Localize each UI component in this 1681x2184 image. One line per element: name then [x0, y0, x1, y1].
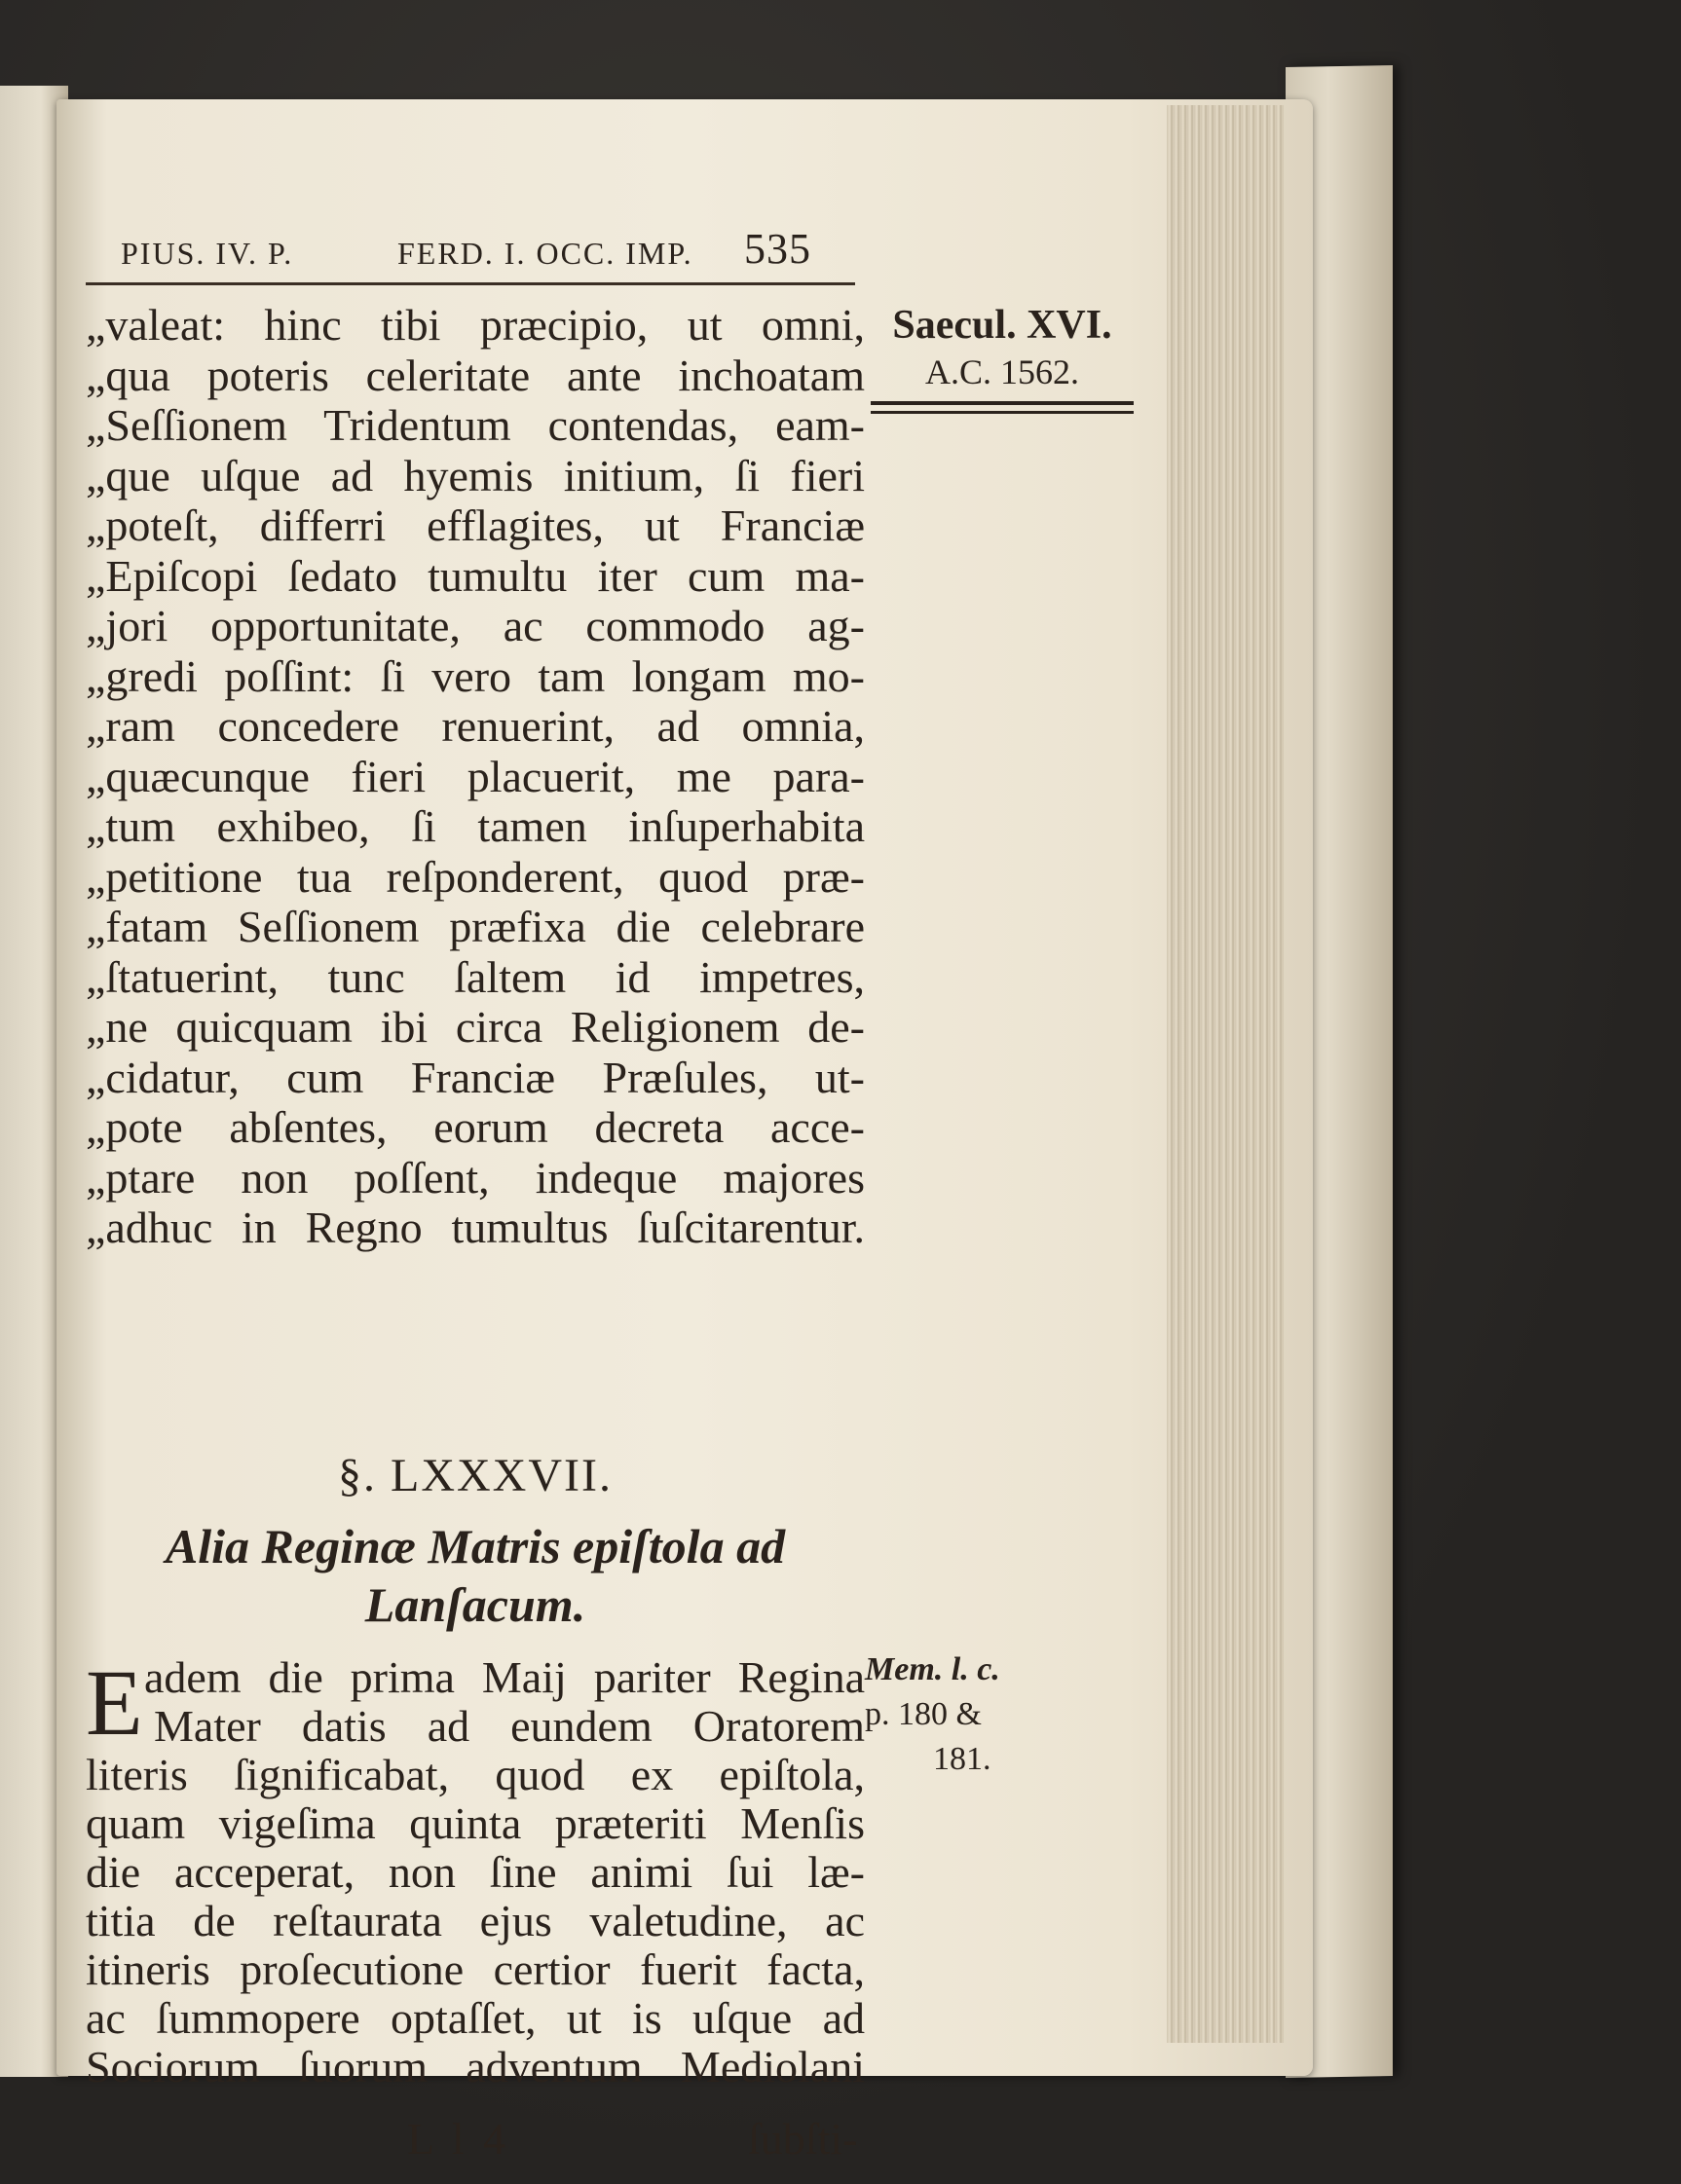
text-line: „que uſque ad hyemis initium, ſi fieri	[86, 450, 865, 500]
catchword: ſubſti-	[748, 2114, 858, 2164]
page-footer	[86, 2113, 865, 2171]
drop-cap: E	[86, 1650, 143, 1755]
text-line: „pote abſentes, eorum decreta acce-	[86, 1102, 865, 1152]
section-title	[86, 1517, 865, 1634]
text-line: quam vigeſima quinta præteriti Menſis	[86, 1798, 865, 1848]
text-line: „petitione tua reſponderent, quod præ-	[86, 851, 865, 902]
running-head-left: PIUS. IV. P.	[121, 236, 294, 271]
text-line: „ram concedere renuerint, ad omnia,	[86, 701, 865, 751]
margin-note-date	[851, 302, 1153, 414]
text-line: „quæcunque fieri placuerit, me para-	[86, 751, 865, 801]
text-line: itineris proſecutione certior fuerit facta,	[86, 1944, 865, 1994]
text-line: „fatam Seſſionem præfixa die celebrare	[86, 902, 865, 951]
body-paragraph-2	[86, 1650, 865, 2091]
text-line: Mater datis ad eundem Oratorem	[154, 1701, 865, 1751]
text-line: „poteſt, differri efflagites, ut Franciæ	[86, 500, 865, 550]
margin-note-year: A.C. 1562.	[924, 352, 1079, 391]
text-line: „valeat: hinc tibi præcipio, ut omni,	[86, 300, 865, 350]
text-line: Sociorum ſuorum adventum Mediolani	[86, 2042, 865, 2091]
margin-note-reference	[865, 1647, 1060, 1782]
running-head	[86, 224, 865, 282]
text-line: literis ſignificabat, quod ex epiſtola,	[86, 1750, 865, 1799]
text-line: adem die prima Maij pariter Regina	[144, 1652, 865, 1702]
text-line: „ſtatuerint, tunc ſaltem id impetres,	[86, 951, 865, 1002]
text-line: „gredi poſſint: ſi vero tam longam mo-	[86, 650, 865, 701]
section-title-line: Lanſacum.	[364, 1577, 586, 1632]
margin-note-century: Saecul. XVI.	[892, 303, 1112, 348]
text-line: „adhuc in Regno tumultus ſuſcitarentur.	[86, 1203, 865, 1252]
running-head-center: FERD. I. OCC. IMP.	[397, 236, 693, 271]
text-line: ac ſummopere optaſſet, ut is uſque ad	[86, 1993, 865, 2043]
text-line: „jori opportunitate, ac commodo ag-	[86, 601, 865, 650]
text-line: „qua poteris celeritate ante inchoatam	[86, 350, 865, 400]
text-line: „Epiſcopi ſedato tumultu iter cum ma-	[86, 550, 865, 601]
text-line: titia de reſtaurata ejus valetudine, ac	[86, 1896, 865, 1945]
text-line: „ne quicquam ibi circa Religionem de-	[86, 1002, 865, 1052]
margin-rule	[871, 401, 1134, 405]
page-number: 535	[744, 225, 811, 273]
margin-ref-line: Mem. l. c.	[865, 1651, 1000, 1687]
margin-ref-line: p. 180 &	[865, 1696, 982, 1732]
page-text	[86, 204, 1177, 2164]
section-number: §. LXXXVII.	[338, 1450, 613, 1501]
text-line: „ptare non poſſent, indeque majores	[86, 1152, 865, 1203]
section-title-line: Alia Reginæ Matris epiſtola ad	[165, 1519, 786, 1573]
margin-ref-line: 181.	[933, 1741, 991, 1777]
margin-rule	[871, 411, 1134, 414]
body-paragraph-1	[86, 300, 865, 1253]
text-line: die acceperat, non ſine animi ſui læ-	[86, 1847, 865, 1897]
header-rule	[86, 282, 855, 285]
text-line: „Seſſionem Tridentum contendas, eam-	[86, 400, 865, 450]
text-line: „tum exhibeo, ſi tamen inſuperhabita	[86, 801, 865, 851]
text-line: „cidatur, cum Franciæ Præſules, ut-	[86, 1052, 865, 1102]
page-stack-edges	[1167, 105, 1284, 2043]
signature-mark: L l 4	[407, 2114, 510, 2164]
